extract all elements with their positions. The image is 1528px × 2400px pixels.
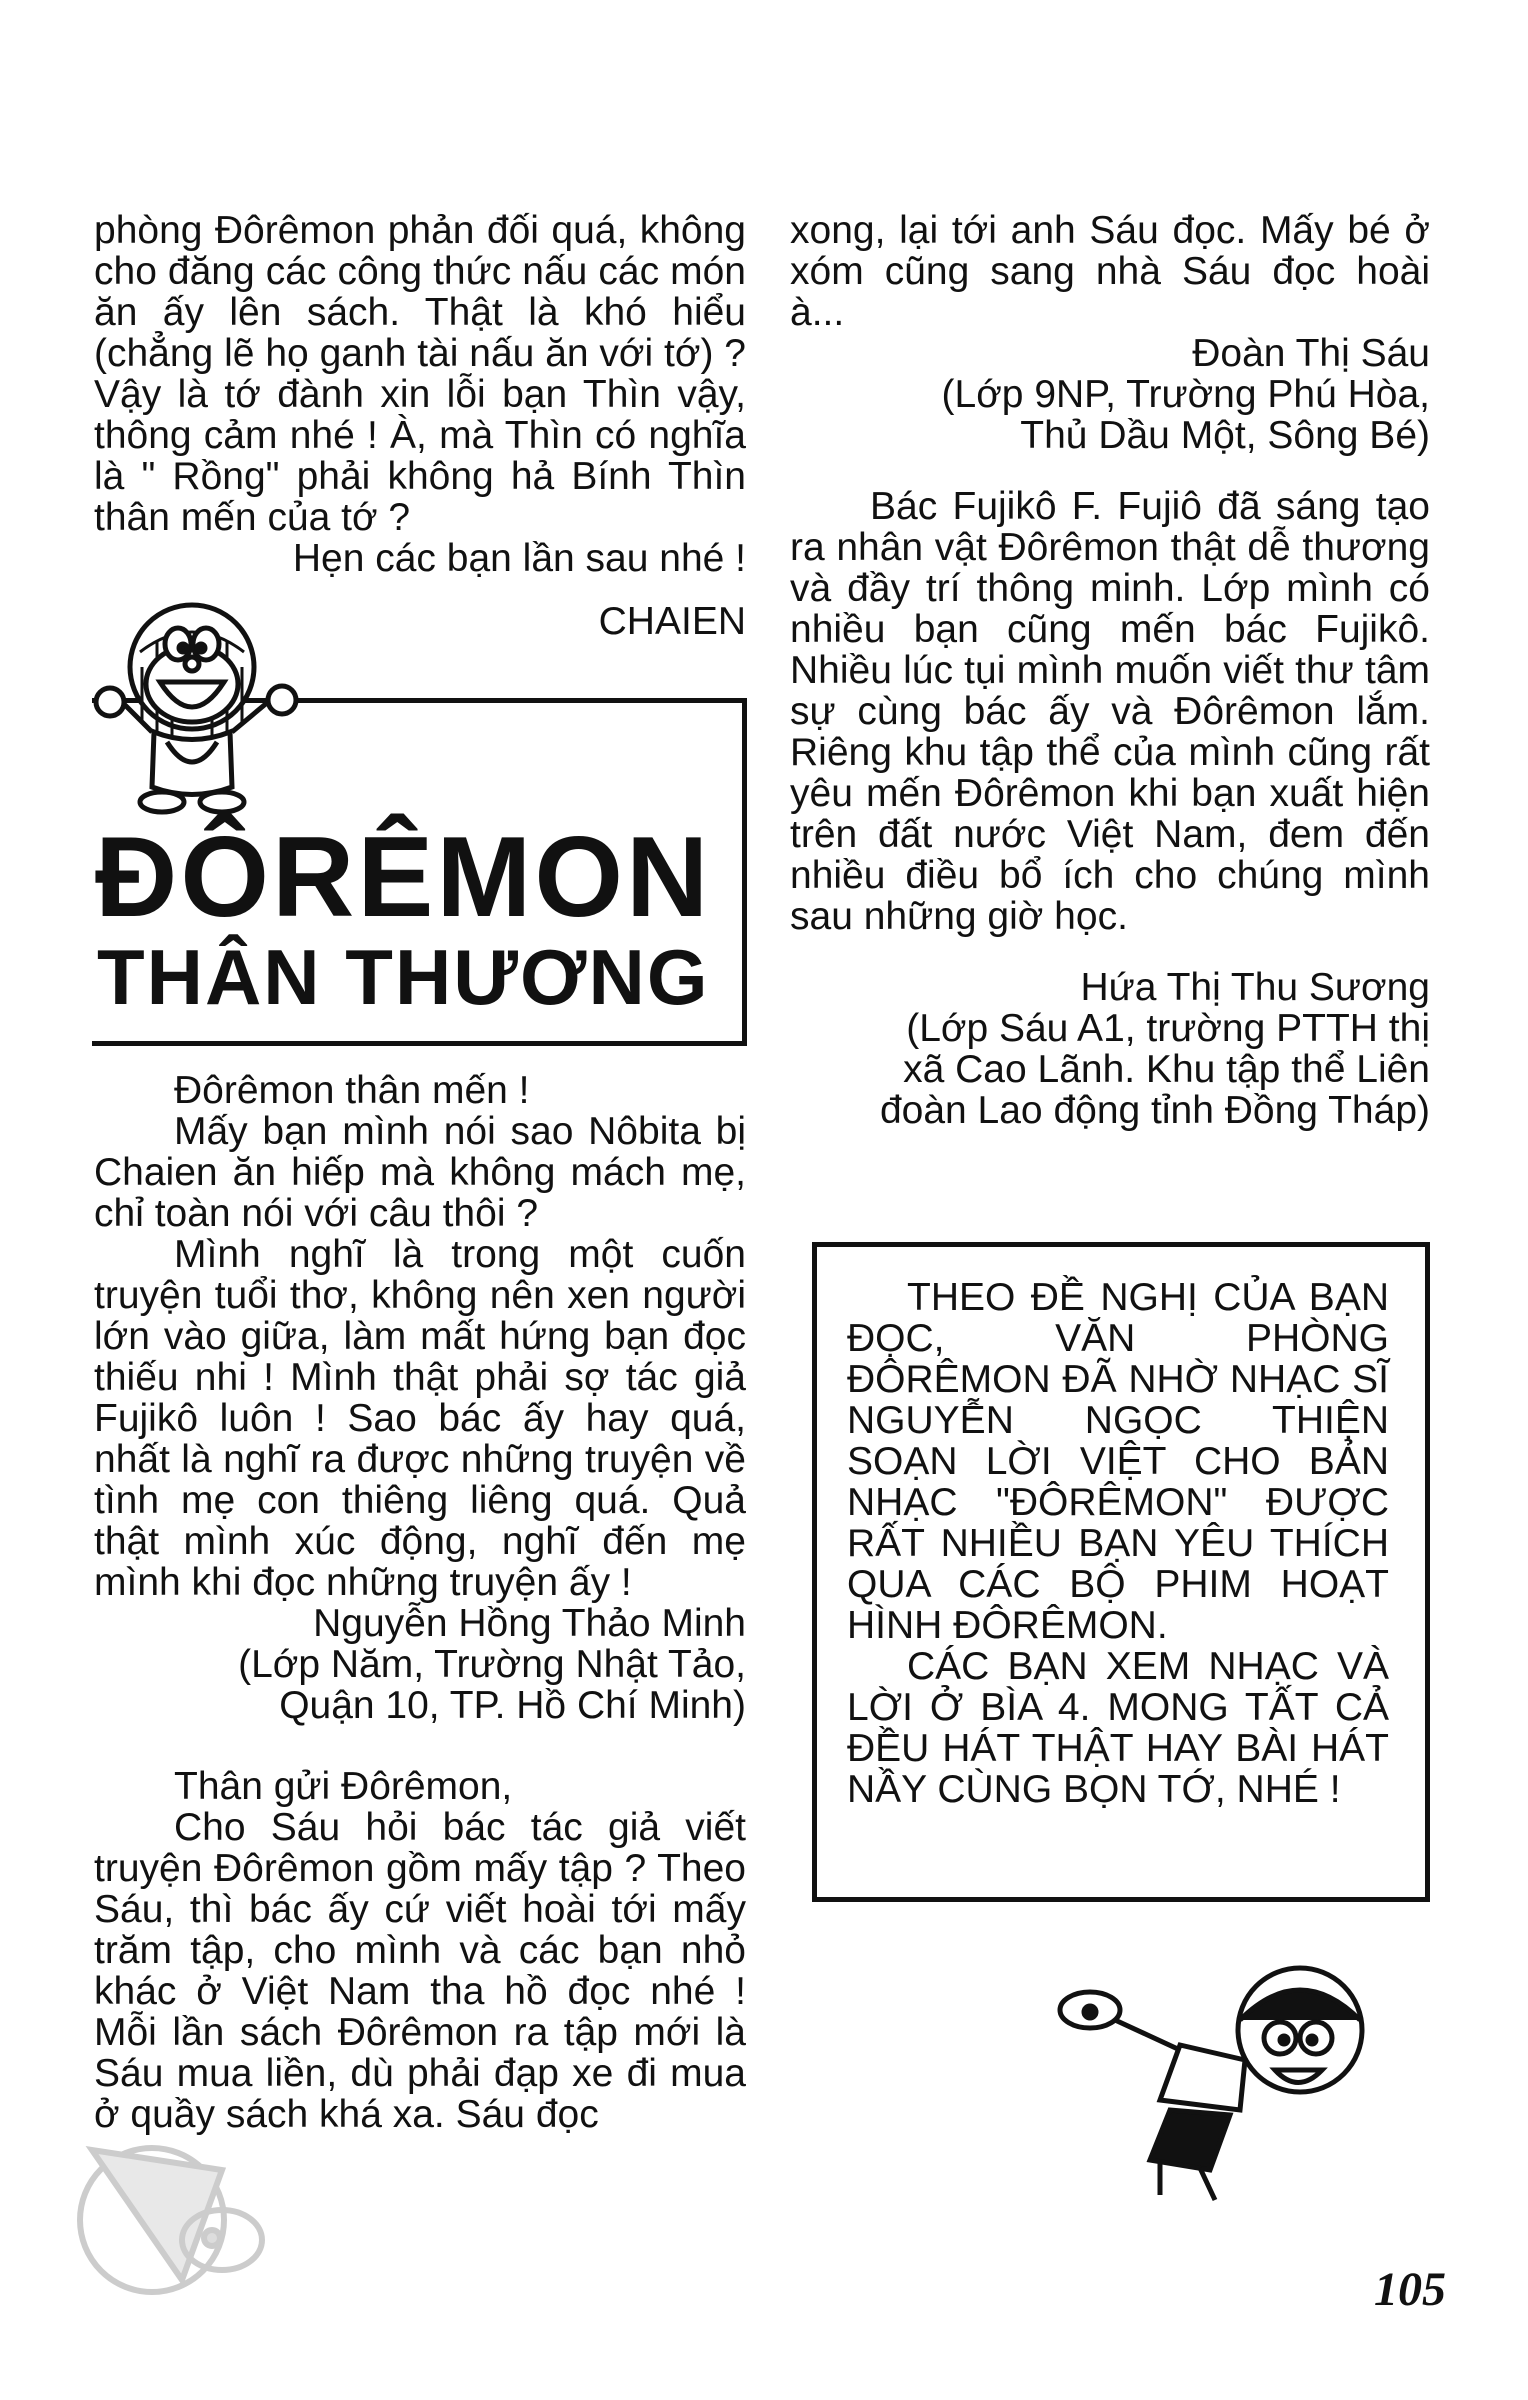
right-column	[790, 210, 1430, 1131]
letter1-address1: (Lớp Năm, Trường Nhật Tảo,	[238, 1643, 746, 1686]
letter2-paragraph1: Cho Sáu hỏi bác tác giả viết truyện Đôrêmon gồm mấy tập ? Theo Sáu, thì bác ấy cứ viết hoài tới mấy trăm tập, cho mình và các bạn nhỏ khác ở Việt Nam tha hồ đọc nhé ! Mỗi lần sách Đôrêmon ra tập mới là Sáu mua liền, dù phải đạp xe đi mua ở quầy sách khá xa. Sáu đọc	[94, 1806, 746, 2136]
letter3-paragraph1: Bác Fujikô F. Fujiô đã sáng tạo ra nhân vật Đôrêmon thật dễ thương và đầy trí thông minh. Lớp mình có nhiều bạn cũng mến bác Fujikô. Nhiều lúc tụi mình muốn viết thư tâm sự cùng bác ấy và Đôrêmon lắm. Riêng khu tập thể của mình cũng rất yêu mến Đôrêmon khi bạn xuất hiện trên đất nước Việt Nam, đem đến nhiều điều bổ ích cho chúng mình sau những giờ học.	[790, 485, 1430, 938]
left-column-lower	[94, 1070, 746, 2135]
letter2-greeting: Thân gửi Đôrêmon,	[174, 1765, 513, 1808]
section-title-sub: THÂN THƯƠNG	[97, 933, 710, 1021]
letter3-address3: đoàn Lao động tỉnh Đồng Tháp)	[879, 1089, 1430, 1132]
notice-box	[812, 1242, 1430, 1902]
letter2-author: Đoàn Thị Sáu	[1192, 332, 1430, 375]
letter1-author: Nguyễn Hồng Thảo Minh	[313, 1602, 746, 1645]
doraemon-illustration	[82, 592, 312, 822]
letter2-continued: xong, lại tới anh Sáu đọc. Mấy bé ở xóm cũng sang nhà Sáu đọc hoài à...	[790, 209, 1430, 334]
letter2-address1: (Lớp 9NP, Trường Phú Hòa,	[941, 373, 1430, 416]
section-title-main: ĐÔRÊMON	[95, 814, 712, 941]
letter1-paragraph2: Mình nghĩ là trong một cuốn truyện tuổi thơ, không nên xen người lớn vào giữa, làm mất hứng bạn đọc thiếu nhi ! Mình thật phải sợ tác giả Fujikô luôn ! Sao bác ấy hay quá, nhất là nghĩ ra được những truyện về tình mẹ con thiêng liêng quá. Quả thật mình xúc động, nghĩ đến mẹ mình khi đọc những truyện ấy !	[94, 1233, 746, 1604]
intro-paragraph: phòng Đôrêmon phản đối quá, không cho đăng các công thức nấu các món ăn ấy lên sách. Thật là khó hiểu (chẳng lẽ họ ganh tài nấu ăn với tớ) ? Vậy là tớ đành xin lỗi bạn Thìn vậy, thông cảm nhé ! À, mà Thìn có nghĩa là " Rồng" phải không hả Bính Thìn thân mến của tớ ?	[94, 209, 746, 539]
nobita-illustration	[1040, 1950, 1390, 2210]
left-column	[94, 210, 746, 642]
page-number: 105	[1374, 2263, 1446, 2316]
letter3-address1: (Lớp Sáu A1, trường PTTH thị	[906, 1007, 1430, 1050]
letter1-paragraph1: Mấy bạn mình nói sao Nôbita bị Chaien ăn hiếp mà không mách mẹ, chỉ toàn nói với câu thôi ?	[94, 1110, 746, 1235]
letter3-author: Hứa Thị Thu Sương	[1080, 966, 1430, 1009]
notice-paragraph2: CÁC BẠN XEM NHẠC VÀ LỜI Ở BÌA 4. MONG TẤT CẢ ĐỀU HÁT THẬT HAY BÀI HÁT NẦY CÙNG BỌN TỚ, NHÉ !	[847, 1645, 1389, 1811]
watermark-logo	[72, 2110, 297, 2305]
letter3-address2: xã Cao Lãnh. Khu tập thể Liên	[903, 1048, 1430, 1091]
closing-line: Hẹn các bạn lần sau nhé !	[292, 537, 746, 580]
letter1-address2: Quận 10, TP. Hồ Chí Minh)	[279, 1684, 746, 1727]
signature-chaien: CHAIEN	[598, 600, 746, 643]
notice-paragraph1: THEO ĐỀ NGHỊ CỦA BẠN ĐỌC, VĂN PHÒNG ĐÔRÊMON ĐÃ NHỜ NHẠC SĨ NGUYỄN NGỌC THIỆN SOẠN LỜI VIỆT CHO BẢN NHẠC "ĐÔRÊMON" ĐƯỢC RẤT NHIỀU BẠN YÊU THÍCH QUA CÁC BỘ PHIM HOẠT HÌNH ĐÔRÊMON.	[847, 1276, 1389, 1647]
letter1-greeting: Đôrêmon thân mến !	[174, 1069, 530, 1112]
letter2-address2: Thủ Dầu Một, Sông Bé)	[1020, 414, 1430, 457]
